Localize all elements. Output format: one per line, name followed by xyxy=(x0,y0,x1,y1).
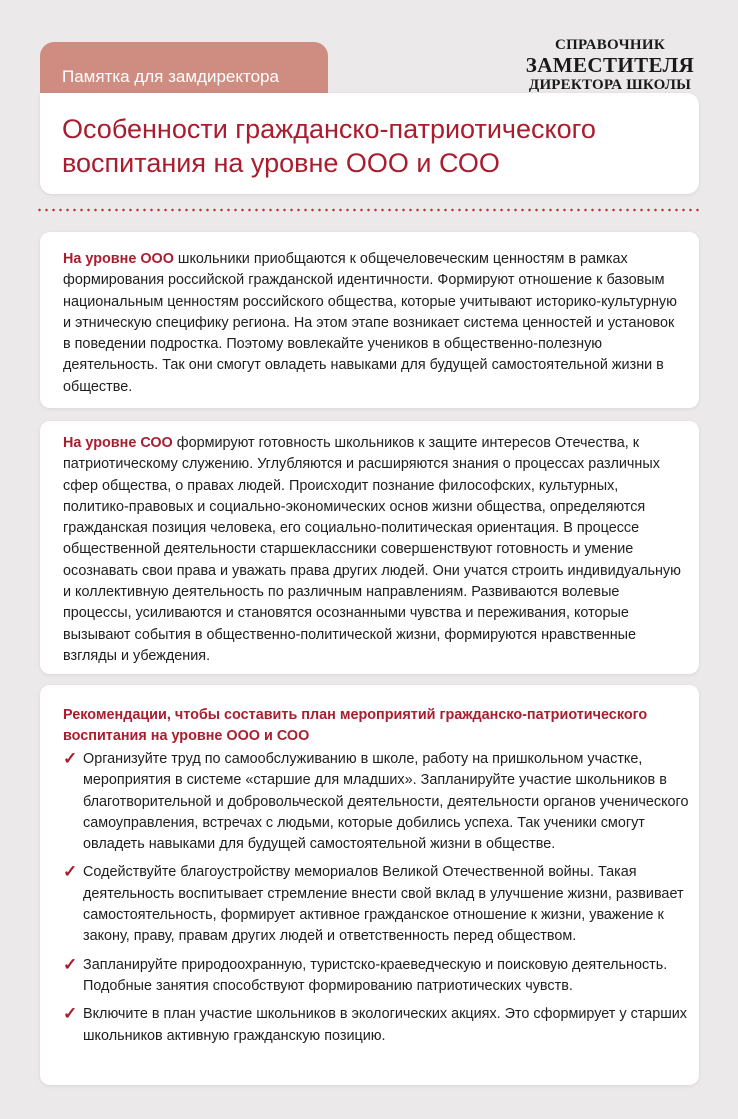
soo-card xyxy=(40,421,699,674)
list-item-text: Содействуйте благоустройству мемориалов Великой Отечественной войны. Такая деятельность воспитывает стремление внести свой вклад в улучшение жизни, развивает самостоятельность, формирует активное гражданское отношение к жизни, уважение к закону, праву, правам других людей и ответственность перед обществом. xyxy=(83,864,684,945)
header-tab-label: Памятка для замдиректора xyxy=(62,67,279,86)
ooo-paragraph xyxy=(63,249,683,398)
checkmark-icon: ✓ xyxy=(63,954,78,974)
checkmark-icon: ✓ xyxy=(63,1004,78,1024)
recommendations-list xyxy=(63,749,693,1054)
logo-line-2: ЗАМЕСТИТЕЛЯ xyxy=(525,53,695,77)
dotted-divider xyxy=(36,208,702,212)
list-item xyxy=(63,955,693,998)
logo-line-1: СПРАВОЧНИК xyxy=(554,37,666,53)
checkmark-icon: ✓ xyxy=(63,862,78,882)
soo-paragraph xyxy=(63,433,683,667)
recommendations-heading: Рекомендации, чтобы составить план мероприятий гражданско-патриотического воспитания на уровне ООО и СОО xyxy=(63,707,648,744)
page-title xyxy=(62,112,692,180)
publication-logo xyxy=(508,36,712,94)
title-line-1: Особенности гражданско-патриотического xyxy=(62,114,596,144)
title-line-2: воспитания на уровне ООО и СОО xyxy=(62,148,500,178)
recommendations-card xyxy=(40,685,699,1085)
list-item xyxy=(63,862,693,947)
soo-text: формируют готовность школьников к защите интересов Отечества, к патриотическому служению. Углубляются и расширяются знания о процессах различных сфер общества, о правах людей. Происходит познание философских, культурных, политико-правовых и социально-экономических основ жизни общества, определяются гражданская позиция человека, его социально-политическая ориентация. В процессе общественной деятельности старшеклассники совершенствуют готовность и умение осознавать свои права и уважать права других людей. Они учатся строить индивидуальную и коллективную деятельность по различным направлениям. Развиваются волевые процессы, усиливаются и становятся осознанными чувства и переживания, которые вызывают события в общественно-политической жизни, формируются нравственные взгляды и убеждения. xyxy=(63,435,681,664)
ooo-lead: На уровне ООО xyxy=(63,251,174,267)
ooo-text: школьники приобщаются к общечеловеческим ценностям в рамках формирования российской гражданской идентичности. Формируют отношение к базовым национальным ценностям российского общества, которые учитывают историко-культурную и этническую специфику региона. На этом этапе возникает система ценностей и установок в поведении подростка. Поэтому вовлекайте учеников в общественно-полезную деятельность. Так они смогут овладеть навыками для будущей самостоятельной жизни в обществе. xyxy=(63,251,677,395)
list-item-text: Включите в план участие школьников в экологических акциях. Это сформирует у старших школьников активную гражданскую позицию. xyxy=(83,1006,687,1044)
list-item xyxy=(63,1004,693,1047)
logo-line-3: ДИРЕКТОРА ШКОЛЫ xyxy=(528,77,692,93)
checkmark-icon: ✓ xyxy=(63,749,78,768)
list-item-text: Организуйте труд по самообслуживанию в школе, работу на пришкольном участке, мероприятия в системе «старшие для младших». Запланируйте участие школьников в благотворительной и добровольческой деятельности, деятельности органов ученического самоуправления, встречах с людьми, которые добились успеха. Так ученики смогут овладеть навыками для будущей самостоятельной жизни в обществе. xyxy=(83,751,689,853)
ooo-card xyxy=(40,232,699,408)
list-item-text: Запланируйте природоохранную, туристско-краеведческую и поисковую деятельность. Подобные занятия способствуют формированию патриотических чувств. xyxy=(83,956,668,994)
soo-lead: На уровне СОО xyxy=(63,435,173,451)
list-item xyxy=(63,749,693,855)
